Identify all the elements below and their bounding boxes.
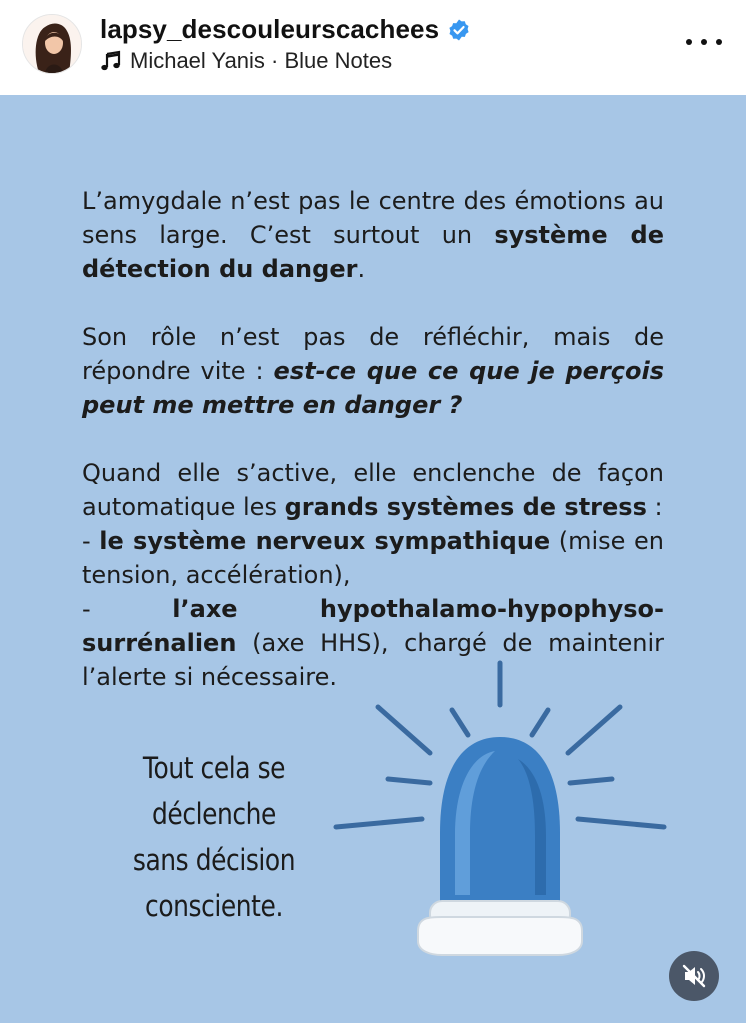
avatar[interactable] bbox=[22, 14, 82, 74]
music-note-icon bbox=[100, 50, 122, 72]
post-image bbox=[0, 95, 746, 1023]
speaker-muted-icon bbox=[681, 963, 707, 989]
music-track: Michael Yanis · Blue Notes bbox=[130, 48, 393, 73]
username-row bbox=[100, 14, 471, 45]
handwritten-line-4: consciente. bbox=[145, 889, 283, 923]
p3-text: Quand elle s’active, elle enclenche de façon automatique les bbox=[82, 459, 664, 521]
list-dash-2: - bbox=[82, 595, 173, 623]
p2-bold-italic: est-ce que ce que je perçois peut me mettre en danger ? bbox=[82, 357, 665, 419]
p1-text: L’amygdale n’est pas le centre des émotions au sens large. C’est surtout un bbox=[82, 187, 664, 249]
list-item-1-bold: le système nerveux sympathique bbox=[99, 527, 551, 555]
p3-end: : bbox=[646, 493, 663, 521]
handwritten-line-1: Tout cela se bbox=[142, 751, 286, 785]
username[interactable]: lapsy_descouleurscachees bbox=[100, 14, 440, 44]
avatar-illustration bbox=[23, 15, 82, 74]
verified-badge-icon bbox=[447, 18, 471, 42]
list-item-1-text: (mise en tension, accélération), bbox=[82, 527, 664, 589]
siren-icon bbox=[330, 655, 670, 975]
list-item-2-bold: l’axe hypothalamo-hypophyso-surrénalien bbox=[82, 595, 664, 657]
more-options-icon[interactable] bbox=[686, 30, 722, 54]
paragraph-1 bbox=[82, 184, 664, 286]
post-header bbox=[0, 0, 746, 95]
post-text bbox=[82, 184, 664, 694]
p1-end: . bbox=[357, 255, 366, 283]
music-row[interactable] bbox=[100, 48, 392, 74]
list-item-2-text: (axe HHS), chargé de maintenir l’alerte si nécessaire. bbox=[82, 629, 664, 691]
paragraph-2 bbox=[82, 320, 664, 422]
handwritten-line-2: déclenche bbox=[152, 797, 276, 831]
p1-bold: système de détection du danger bbox=[82, 221, 664, 283]
list-dash-1: - bbox=[82, 527, 100, 555]
handwritten-line-3: sans décision bbox=[132, 843, 296, 877]
mute-button[interactable] bbox=[669, 951, 719, 1001]
handwritten-note bbox=[119, 745, 308, 929]
p3-bold: grands systèmes de stress bbox=[284, 493, 647, 521]
p2-text: Son rôle n’est pas de réfléchir, mais de répondre vite : bbox=[82, 323, 664, 385]
